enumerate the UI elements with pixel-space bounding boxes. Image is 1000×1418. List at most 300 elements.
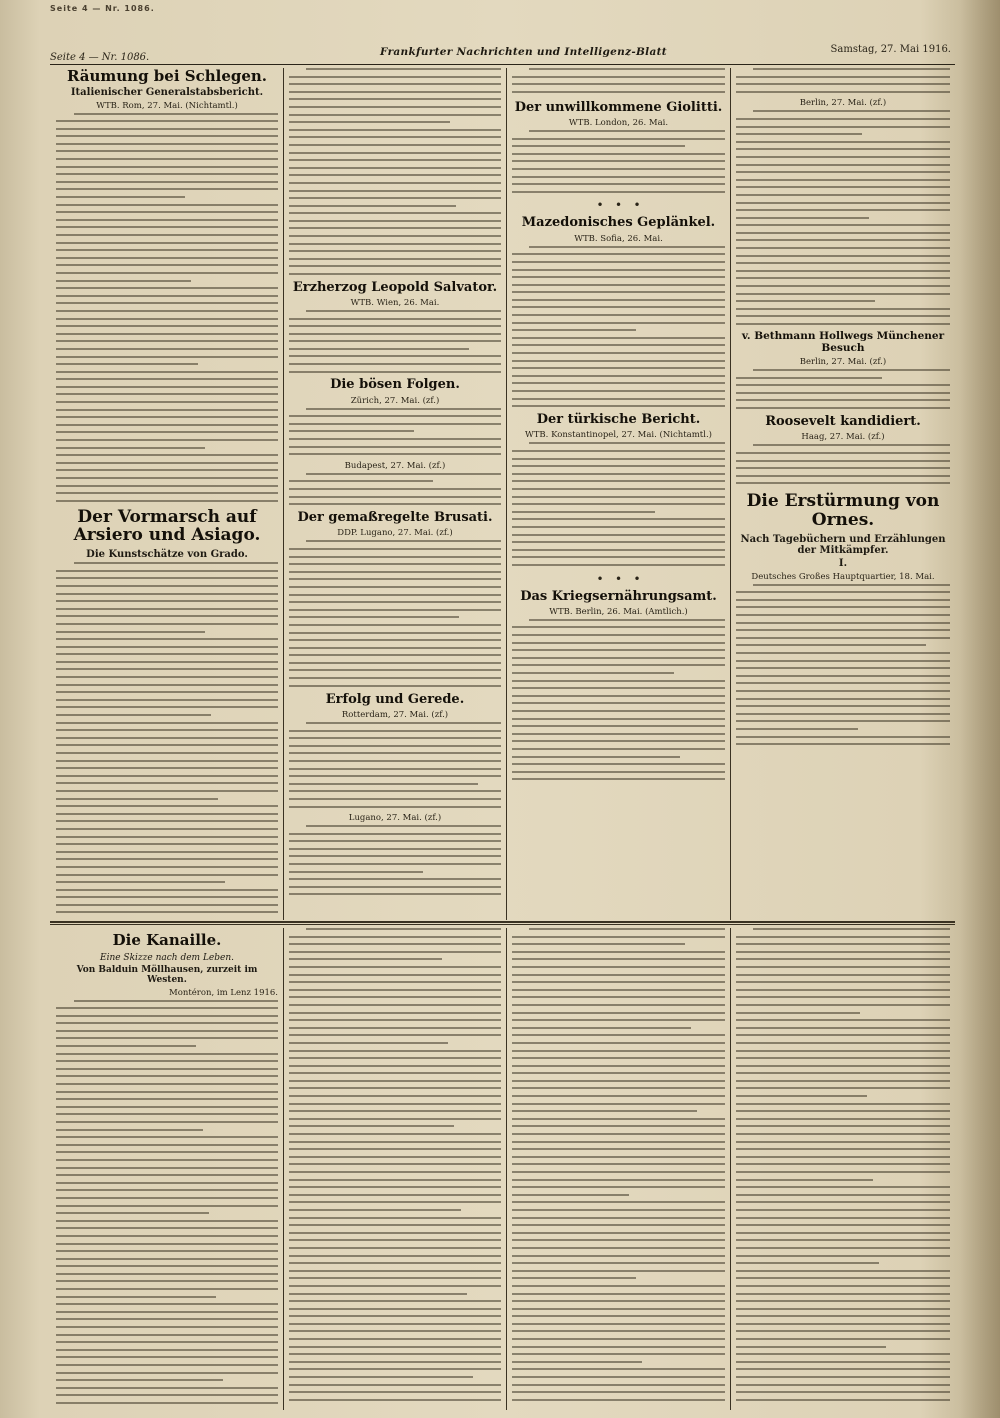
text-line (512, 1384, 725, 1386)
text-line (512, 1103, 725, 1105)
text-line (289, 936, 501, 938)
text-line (289, 1110, 501, 1112)
text-line (512, 382, 725, 384)
text-line (512, 1293, 725, 1295)
text-line (56, 257, 278, 259)
text-line (289, 1148, 501, 1150)
text-line (289, 1034, 501, 1036)
text-line (529, 619, 725, 621)
text-line (74, 113, 278, 115)
article-body (512, 442, 725, 566)
text-line (512, 664, 725, 666)
dateline: Deutsches Großes Hauptquartier, 18. Mai. (751, 571, 935, 582)
text-line (289, 632, 501, 634)
text-line (56, 699, 278, 701)
text-line (56, 1303, 278, 1305)
text-line (736, 1087, 950, 1089)
text-line (289, 1012, 501, 1014)
text-line (56, 1372, 278, 1374)
text-line (289, 136, 501, 138)
text-line (736, 720, 950, 722)
text-line (56, 1235, 278, 1237)
text-line (289, 503, 501, 505)
text-line (736, 285, 950, 287)
text-line (289, 1072, 501, 1074)
text-line (512, 269, 725, 271)
text-line (512, 337, 725, 339)
text-line (289, 1065, 501, 1067)
text-line (306, 825, 501, 827)
text-line (512, 1270, 725, 1272)
text-line (736, 1133, 950, 1135)
text-line (512, 1399, 725, 1401)
column-rule (283, 68, 284, 920)
text-line (56, 1060, 278, 1062)
column-rule (506, 68, 507, 920)
text-line (512, 526, 725, 528)
text-line (512, 405, 725, 407)
article-body (289, 473, 501, 505)
text-line (512, 1095, 725, 1097)
text-line (512, 511, 655, 513)
column-rule (283, 928, 284, 1410)
text-line (736, 1368, 950, 1370)
text-line (56, 714, 211, 716)
text-line (56, 204, 278, 206)
text-line (289, 129, 501, 131)
text-line (289, 1050, 501, 1052)
article-body (512, 619, 725, 780)
text-line (512, 1255, 725, 1257)
text-line (736, 1118, 950, 1120)
text-line (512, 725, 725, 727)
text-line (289, 669, 501, 671)
text-line (289, 578, 501, 580)
text-line (289, 91, 501, 93)
text-line (512, 168, 725, 170)
text-line (289, 594, 501, 596)
text-line (736, 482, 950, 484)
text-line (512, 1201, 725, 1203)
text-line (736, 224, 950, 226)
text-line (289, 205, 456, 207)
text-line (512, 145, 685, 147)
text-line (289, 1399, 501, 1401)
text-line (289, 212, 501, 214)
text-line (56, 1311, 278, 1313)
dateline: WTB. Konstantinopel, 27. Mai. (Nichtamtl.) (525, 430, 712, 441)
text-line (56, 813, 278, 815)
text-line (512, 450, 725, 452)
dateline: WTB. Rom, 27. Mai. (Nichtamtl.) (96, 100, 238, 111)
text-line (529, 68, 725, 70)
text-line (56, 363, 198, 365)
text-line (56, 1022, 278, 1024)
text-line (289, 496, 501, 498)
text-line (56, 1250, 278, 1252)
text-line (289, 1027, 501, 1029)
text-line (736, 1186, 950, 1188)
text-line (56, 1129, 203, 1131)
article-body (56, 562, 278, 918)
text-line (289, 951, 501, 953)
text-line (289, 76, 501, 78)
text-line (736, 1293, 950, 1295)
part-number: I. (838, 557, 848, 569)
text-line (512, 253, 725, 255)
text-line (56, 668, 278, 670)
text-line (736, 270, 950, 272)
text-line (512, 702, 725, 704)
text-line (736, 452, 950, 454)
feuilleton-column-1 (56, 928, 278, 1408)
text-line (736, 377, 882, 379)
text-line (56, 1007, 278, 1009)
text-line (289, 480, 433, 482)
text-line (289, 1255, 501, 1257)
text-line (512, 1262, 725, 1264)
text-line (289, 943, 501, 945)
text-line (289, 1224, 501, 1226)
text-line (512, 1239, 725, 1241)
text-line (753, 444, 950, 446)
text-line (736, 1391, 950, 1393)
article-headline: Räumung bei Schlegen. (66, 68, 268, 85)
text-line (56, 485, 278, 487)
text-line (56, 638, 278, 640)
text-line (56, 1326, 278, 1328)
text-line (753, 584, 950, 586)
text-line (56, 128, 278, 130)
text-line (289, 981, 501, 983)
text-line (289, 855, 501, 857)
text-line (289, 235, 501, 237)
text-line (289, 98, 501, 100)
article-body (289, 540, 501, 686)
text-line (56, 416, 278, 418)
text-line (289, 974, 501, 976)
text-line (512, 981, 725, 983)
text-line (289, 730, 501, 732)
article-body (736, 584, 950, 745)
text-line (56, 1212, 209, 1214)
text-line (289, 1118, 501, 1120)
text-line (289, 760, 501, 762)
text-line (56, 1030, 278, 1032)
text-line (56, 1197, 278, 1199)
text-line (736, 958, 950, 960)
text-line (289, 1057, 501, 1059)
text-line (529, 442, 725, 444)
text-line (736, 989, 950, 991)
text-line (289, 1330, 501, 1332)
text-line (736, 1338, 950, 1340)
article-headline: Der gemaßregelte Brusati. (297, 510, 493, 526)
text-line (512, 1353, 725, 1355)
text-line (736, 1346, 886, 1348)
text-line (512, 1277, 636, 1279)
text-line (512, 191, 725, 193)
column-3 (512, 68, 725, 918)
text-line (512, 1125, 725, 1127)
text-line (736, 308, 950, 310)
text-line (512, 473, 725, 475)
text-line (306, 722, 501, 724)
text-line (512, 1368, 725, 1370)
column-rule (730, 928, 731, 1410)
text-line (56, 577, 278, 579)
text-line (289, 250, 501, 252)
text-line (56, 393, 278, 395)
text-line (512, 261, 725, 263)
text-line (56, 1349, 278, 1351)
article-subheadline: Die Kunstschätze von Grado. (86, 549, 248, 561)
text-line (56, 676, 278, 678)
text-line (512, 1209, 725, 1211)
article-headline: Die bösen Folgen. (330, 377, 460, 393)
text-line (289, 1103, 501, 1105)
text-line (289, 886, 501, 888)
text-line (736, 118, 950, 120)
text-line (56, 798, 218, 800)
text-line (512, 1087, 725, 1089)
text-line (736, 743, 950, 745)
text-line (56, 585, 278, 587)
text-line (289, 415, 501, 417)
text-line (736, 164, 950, 166)
text-line (512, 1065, 725, 1067)
text-line (289, 159, 501, 161)
text-line (736, 1262, 879, 1264)
text-line (306, 540, 501, 542)
dateline: WTB. Wien, 26. Mai. (350, 297, 440, 308)
text-line (512, 322, 725, 324)
text-line (289, 1239, 501, 1241)
text-line (512, 1194, 629, 1196)
text-line (512, 634, 725, 636)
text-line (736, 652, 950, 654)
text-line (289, 1232, 501, 1234)
text-line (56, 1174, 278, 1176)
text-line (736, 936, 950, 938)
text-line (736, 323, 950, 325)
text-line (56, 226, 278, 228)
text-line (289, 430, 414, 432)
text-line (512, 344, 725, 346)
text-line (736, 1163, 950, 1165)
text-line (56, 371, 278, 373)
text-line (289, 333, 501, 335)
text-line (289, 1277, 501, 1279)
text-line (56, 401, 278, 403)
text-line (512, 352, 725, 354)
text-line (56, 631, 205, 633)
text-line (289, 1186, 501, 1188)
text-line (56, 570, 278, 572)
text-line (736, 255, 950, 257)
text-line (736, 91, 950, 93)
article-body (289, 310, 501, 373)
text-line (512, 138, 725, 140)
text-line (512, 360, 725, 362)
text-line (736, 728, 858, 730)
text-line (289, 1376, 473, 1378)
text-line (512, 1163, 725, 1165)
text-line (736, 974, 950, 976)
text-line (512, 1217, 725, 1219)
dateline: WTB. Berlin, 26. Mai. (Amtlich.) (549, 606, 688, 617)
article-subheadline: Nach Tagebüchern und Erzählungen der Mitkämpfer. (740, 533, 946, 556)
text-line (56, 1106, 278, 1108)
feuilleton-body (56, 1000, 278, 1409)
text-line (512, 284, 725, 286)
text-line (736, 622, 950, 624)
text-line (736, 209, 950, 211)
text-line (56, 135, 278, 137)
text-line (512, 329, 636, 331)
text-line (289, 1156, 501, 1158)
text-line (289, 488, 501, 490)
text-line (736, 698, 950, 700)
column-4 (736, 68, 950, 918)
dateline: Budapest, 27. Mai. (zf.) (344, 460, 446, 471)
text-line (56, 911, 278, 913)
text-line (56, 1341, 278, 1343)
text-line (753, 68, 950, 70)
text-line (56, 805, 278, 807)
text-line (512, 1110, 697, 1112)
feuilleton-divider (50, 924, 955, 925)
text-line (56, 828, 278, 830)
text-line (56, 744, 278, 746)
text-line (736, 1217, 950, 1219)
article-headline: Erzherzog Leopold Salvator. (292, 279, 498, 295)
text-line (512, 1042, 725, 1044)
text-line (512, 1361, 642, 1363)
feuilleton-column-4 (736, 928, 950, 1408)
text-line (529, 130, 725, 132)
dateline: Lugano, 27. Mai. (zf.) (348, 813, 442, 824)
text-line (56, 615, 278, 617)
text-line (289, 745, 501, 747)
text-line (56, 1091, 278, 1093)
text-line (56, 1364, 278, 1366)
text-line (512, 951, 725, 953)
text-line (512, 1186, 725, 1188)
text-line (736, 76, 950, 78)
text-line (736, 1095, 867, 1097)
text-line (736, 736, 950, 738)
text-line (289, 798, 501, 800)
text-line (289, 1217, 501, 1219)
text-line (736, 1019, 950, 1021)
text-line (289, 1285, 501, 1287)
text-line (736, 1384, 950, 1386)
text-line (56, 782, 278, 784)
text-line (736, 467, 950, 469)
text-line (736, 606, 950, 608)
text-line (56, 1015, 278, 1017)
text-line (512, 83, 725, 85)
page-header (50, 42, 955, 65)
text-line (56, 1167, 278, 1169)
article-body (289, 722, 501, 808)
text-line (289, 878, 501, 880)
text-line (56, 1205, 278, 1207)
text-line (56, 729, 278, 731)
text-line (289, 840, 501, 842)
page-number: Seite 4 — Nr. 1086. (50, 52, 150, 63)
text-line (736, 1179, 873, 1181)
text-line (512, 1285, 725, 1287)
text-line (56, 608, 278, 610)
text-line (736, 1171, 950, 1173)
article-headline: Die Erstürmung von Ornes. (746, 491, 940, 531)
feuilleton-body (512, 928, 725, 1401)
text-line (736, 239, 950, 241)
text-line (289, 654, 501, 656)
text-line (736, 1255, 950, 1257)
text-line (289, 601, 501, 603)
text-line (56, 790, 278, 792)
text-line (289, 318, 501, 320)
text-line (736, 1323, 950, 1325)
text-line (736, 981, 950, 983)
text-line (56, 318, 278, 320)
text-line (512, 1224, 725, 1226)
text-line (289, 243, 501, 245)
text-line (512, 1050, 725, 1052)
text-line (56, 158, 278, 160)
text-line (289, 1080, 501, 1082)
text-line (289, 1247, 501, 1249)
text-line (289, 423, 501, 425)
text-line (56, 722, 278, 724)
article-body (289, 825, 501, 895)
text-line (56, 1045, 196, 1047)
text-line (736, 194, 950, 196)
text-line (512, 503, 725, 505)
text-line (736, 690, 950, 692)
text-line (56, 454, 278, 456)
text-line (753, 369, 950, 371)
text-line (56, 340, 278, 342)
text-line (289, 348, 469, 350)
text-line (736, 667, 950, 669)
text-line (289, 624, 501, 626)
text-line (512, 936, 725, 938)
text-line (289, 737, 501, 739)
section-separator: • • • (596, 571, 641, 586)
text-line (512, 564, 725, 566)
text-line (736, 171, 950, 173)
text-line (512, 966, 725, 968)
text-line (306, 408, 501, 410)
dateline: Rotterdam, 27. Mai. (zf.) (341, 709, 449, 720)
text-line (56, 325, 278, 327)
text-line (289, 616, 459, 618)
text-line (736, 126, 950, 128)
text-line (289, 453, 501, 455)
text-line (306, 310, 501, 312)
text-line (512, 314, 725, 316)
text-line (736, 599, 950, 601)
text-line (289, 863, 501, 865)
text-line (56, 1189, 278, 1191)
text-line (736, 277, 950, 279)
feuilleton-subtitle: Eine Skizze nach dem Leben. (100, 952, 234, 963)
text-line (56, 1227, 278, 1229)
